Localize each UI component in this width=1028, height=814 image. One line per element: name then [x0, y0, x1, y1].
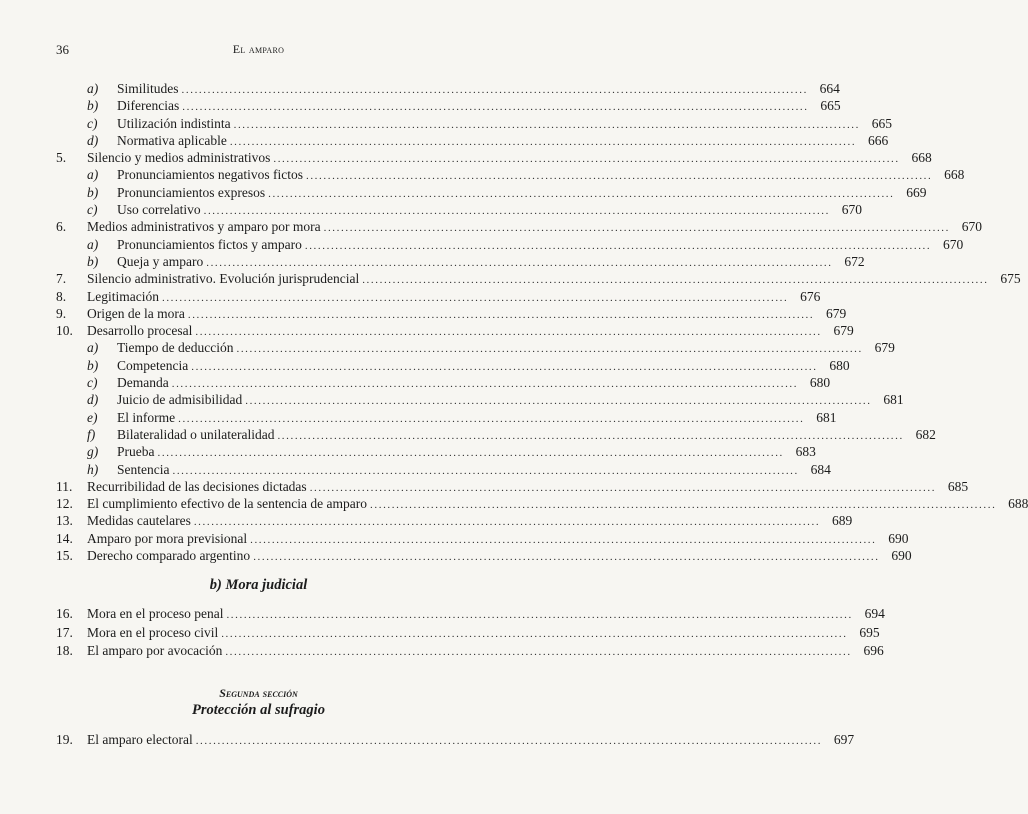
- entry-number: 19.: [56, 732, 73, 747]
- dot-leader: ................................................................................................................................................: [171, 378, 799, 391]
- entry-page: 697: [833, 732, 855, 747]
- dot-leader: ................................................................................................................................................: [181, 84, 808, 96]
- entry-number: 14.: [56, 530, 73, 546]
- entry-letter: a): [87, 236, 99, 252]
- entry-page: 679: [826, 305, 847, 321]
- dot-leader: ................................................................................................................................................: [370, 499, 997, 512]
- entry-title: Competencia: [117, 357, 189, 373]
- entry-title: Diferencias: [117, 98, 180, 114]
- entry-letter: g): [87, 444, 99, 460]
- entry-page: 688: [1008, 496, 1028, 512]
- toc-entry: [56, 184, 927, 201]
- entry-page: 679: [874, 340, 895, 356]
- entry-title: Medios administrativos y amparo por mora: [87, 219, 321, 235]
- entry-title: Pronunciamientos expresos: [117, 184, 266, 200]
- entry-number: 12.: [56, 496, 73, 512]
- toc-entry: [56, 495, 1028, 512]
- dot-leader: ................................................................................................................................................: [206, 256, 833, 269]
- dot-leader: ................................................................................................................................................: [225, 646, 852, 658]
- toc-entry: [56, 97, 841, 114]
- dot-leader: ................................................................................................................................................: [193, 516, 821, 529]
- entry-letter: c): [87, 375, 98, 391]
- toc-entry: [56, 305, 847, 322]
- toc-entry: [56, 512, 853, 529]
- entry-title: El cumplimiento efectivo de la sentencia de amparo: [87, 496, 368, 512]
- toc-entry: [56, 461, 831, 478]
- dot-leader: ................................................................................................................................................: [236, 343, 863, 356]
- entry-letter: f): [87, 426, 96, 442]
- toc-entry: [56, 288, 821, 305]
- entry-letter: d): [87, 392, 99, 408]
- entry-number: 7.: [56, 271, 67, 287]
- entry-letter: h): [87, 461, 99, 477]
- entry-title: Utilización indistinta: [117, 115, 231, 131]
- entry-title: Mora en el proceso civil: [87, 624, 219, 640]
- dot-leader: ................................................................................................................................................: [233, 118, 861, 131]
- toc-entry: [56, 409, 837, 426]
- entry-title: Silencio administrativo. Evolución jurisprudencial: [87, 271, 360, 287]
- entry-title: Queja y amparo: [117, 253, 204, 269]
- entry-title: Mora en el proceso penal: [87, 606, 224, 621]
- dot-leader: ................................................................................................................................................: [172, 464, 799, 477]
- entry-page: 670: [841, 202, 863, 218]
- dot-leader: ................................................................................................................................................: [268, 187, 895, 200]
- entry-title: Amparo por mora previsional: [87, 530, 248, 546]
- entry-letter: b): [87, 253, 99, 269]
- dot-leader: ................................................................................................................................................: [323, 222, 950, 235]
- entry-letter: b): [87, 357, 99, 373]
- entry-letter: e): [87, 409, 98, 425]
- dot-leader: ................................................................................................................................................: [250, 533, 877, 546]
- entry-page: 696: [863, 643, 884, 658]
- toc-entry: [56, 115, 893, 132]
- entry-page: 690: [891, 548, 912, 564]
- dot-leader: ................................................................................................................................................: [221, 627, 848, 640]
- entry-title: Similitudes: [117, 81, 179, 96]
- entry-title: Medidas cautelares: [87, 513, 191, 529]
- entry-title: Prueba: [117, 444, 155, 460]
- toc-entry: [56, 236, 964, 253]
- entry-title: El amparo electoral: [87, 732, 193, 747]
- dot-leader: ................................................................................................................................................: [304, 239, 932, 252]
- entry-letter: b): [87, 98, 99, 114]
- entry-title: Origen de la mora: [87, 305, 185, 321]
- dot-leader: ................................................................................................................................................: [195, 735, 823, 747]
- entry-page: 676: [800, 288, 821, 304]
- toc-entry: [56, 218, 982, 235]
- entry-page: 694: [864, 606, 885, 621]
- entry-title: Normativa aplicable: [117, 132, 227, 148]
- toc-entry: [56, 731, 855, 748]
- entry-page: 665: [871, 115, 893, 131]
- entry-page: 690: [888, 530, 909, 546]
- toc-entry: [56, 357, 850, 374]
- entry-title: Legitimación: [87, 288, 159, 304]
- section-b-heading: b) Mora judicial: [209, 577, 308, 593]
- dot-leader: ................................................................................................................................................: [182, 101, 809, 114]
- entry-page: 695: [859, 624, 880, 640]
- toc-block-3: [56, 731, 855, 748]
- entry-title: Bilateralidad o unilateralidad: [117, 426, 275, 442]
- entry-page: 668: [911, 150, 932, 166]
- entry-number: 9.: [56, 305, 67, 321]
- entry-number: 8.: [56, 288, 67, 304]
- entry-number: 5.: [56, 150, 67, 166]
- dot-leader: ................................................................................................................................................: [161, 291, 789, 304]
- dot-leader: ................................................................................................................................................: [178, 412, 805, 425]
- toc-entry: [56, 443, 816, 460]
- dot-leader: ................................................................................................................................................: [203, 205, 831, 218]
- entry-page: 664: [819, 81, 840, 96]
- entry-page: 675: [1000, 271, 1021, 287]
- toc-entry: [56, 547, 912, 564]
- entry-title: Juicio de admisibilidad: [117, 392, 243, 408]
- entry-page: 683: [795, 444, 816, 460]
- entry-title: Tiempo de deducción: [117, 340, 234, 356]
- entry-page: 681: [883, 392, 904, 408]
- page-number: 36: [56, 42, 69, 57]
- dot-leader: ................................................................................................................................................: [226, 609, 853, 621]
- entry-page: 685: [947, 478, 969, 494]
- dot-leader: ................................................................................................................................................: [157, 447, 784, 460]
- toc-entry: [56, 270, 1021, 287]
- entry-title: Recurribilidad de las decisiones dictadas: [87, 478, 307, 494]
- entry-letter: d): [87, 132, 99, 148]
- entry-title: Uso correlativo: [117, 202, 201, 218]
- toc-entry: [56, 339, 895, 356]
- dot-leader: ................................................................................................................................................: [253, 551, 880, 564]
- dot-leader: ................................................................................................................................................: [187, 308, 815, 321]
- entry-page: 682: [915, 426, 936, 442]
- entry-title: El amparo por avocación: [87, 643, 223, 658]
- entry-title: Silencio y medios administrativos: [87, 150, 271, 166]
- entry-page: 668: [944, 167, 965, 183]
- entry-letter: a): [87, 81, 99, 96]
- entry-page: 679: [833, 323, 854, 339]
- toc-entry: [56, 391, 904, 408]
- entry-page: 680: [809, 375, 831, 391]
- dot-leader: ................................................................................................................................................: [273, 153, 900, 166]
- entry-letter: c): [87, 202, 98, 218]
- entry-page: 670: [961, 219, 982, 235]
- toc-entry: [56, 530, 909, 547]
- entry-page: 689: [831, 513, 853, 529]
- entry-number: 10.: [56, 323, 73, 339]
- toc-entry: [56, 166, 965, 183]
- entry-page: 672: [844, 253, 865, 269]
- toc-entry: [56, 322, 854, 339]
- toc-entry: [56, 80, 840, 97]
- segunda-seccion-label: Segunda sección: [219, 686, 298, 700]
- toc-block-2: [56, 605, 885, 661]
- toc-entry: [56, 149, 932, 166]
- entry-number: 11.: [56, 478, 73, 494]
- entry-letter: c): [87, 115, 98, 131]
- proteccion-sufragio-heading: Protección al sufragio: [192, 702, 325, 718]
- dot-leader: ................................................................................................................................................: [309, 481, 937, 494]
- entry-page: 670: [943, 236, 964, 252]
- dot-leader: ................................................................................................................................................: [305, 170, 933, 183]
- entry-title: Pronunciamientos negativos fictos: [117, 167, 303, 183]
- entry-number: 13.: [56, 513, 73, 529]
- toc-entry: [56, 132, 889, 149]
- entry-page: 665: [820, 98, 841, 114]
- toc-entry: [56, 201, 863, 218]
- entry-number: 15.: [56, 548, 73, 564]
- toc-entry: [56, 624, 880, 643]
- dot-leader: ................................................................................................................................................: [195, 326, 822, 339]
- toc-entry: [56, 426, 936, 443]
- dot-leader: ................................................................................................................................................: [191, 360, 818, 373]
- running-title: El amparo: [232, 42, 285, 56]
- entry-number: 16.: [56, 606, 73, 621]
- toc-block-1: [56, 80, 1028, 564]
- entry-page: 680: [829, 357, 850, 373]
- entry-title: Sentencia: [117, 461, 170, 477]
- dot-leader: ................................................................................................................................................: [277, 429, 904, 442]
- entry-letter: a): [87, 167, 99, 183]
- toc-entry: [56, 642, 884, 661]
- toc-entry: [56, 605, 885, 624]
- toc-entry: [56, 253, 865, 270]
- dot-leader: ................................................................................................................................................: [245, 395, 872, 408]
- toc-entry: [56, 374, 831, 391]
- entry-letter: a): [87, 340, 99, 356]
- entry-page: 669: [906, 184, 927, 200]
- entry-title: Derecho comparado argentino: [87, 548, 251, 564]
- entry-title: El informe: [117, 409, 176, 425]
- entry-title: Desarrollo procesal: [87, 323, 193, 339]
- toc-entry: [56, 478, 969, 495]
- entry-number: 18.: [56, 643, 73, 658]
- entry-number: 17.: [56, 624, 73, 640]
- entry-page: 684: [810, 461, 831, 477]
- entry-letter: b): [87, 184, 99, 200]
- entry-number: 6.: [56, 219, 67, 235]
- entry-title: Pronunciamientos fictos y amparo: [117, 236, 302, 252]
- entry-title: Demanda: [117, 375, 169, 391]
- entry-page: 666: [867, 132, 889, 148]
- dot-leader: ................................................................................................................................................: [229, 135, 857, 148]
- dot-leader: ................................................................................................................................................: [362, 274, 989, 287]
- entry-page: 681: [816, 409, 837, 425]
